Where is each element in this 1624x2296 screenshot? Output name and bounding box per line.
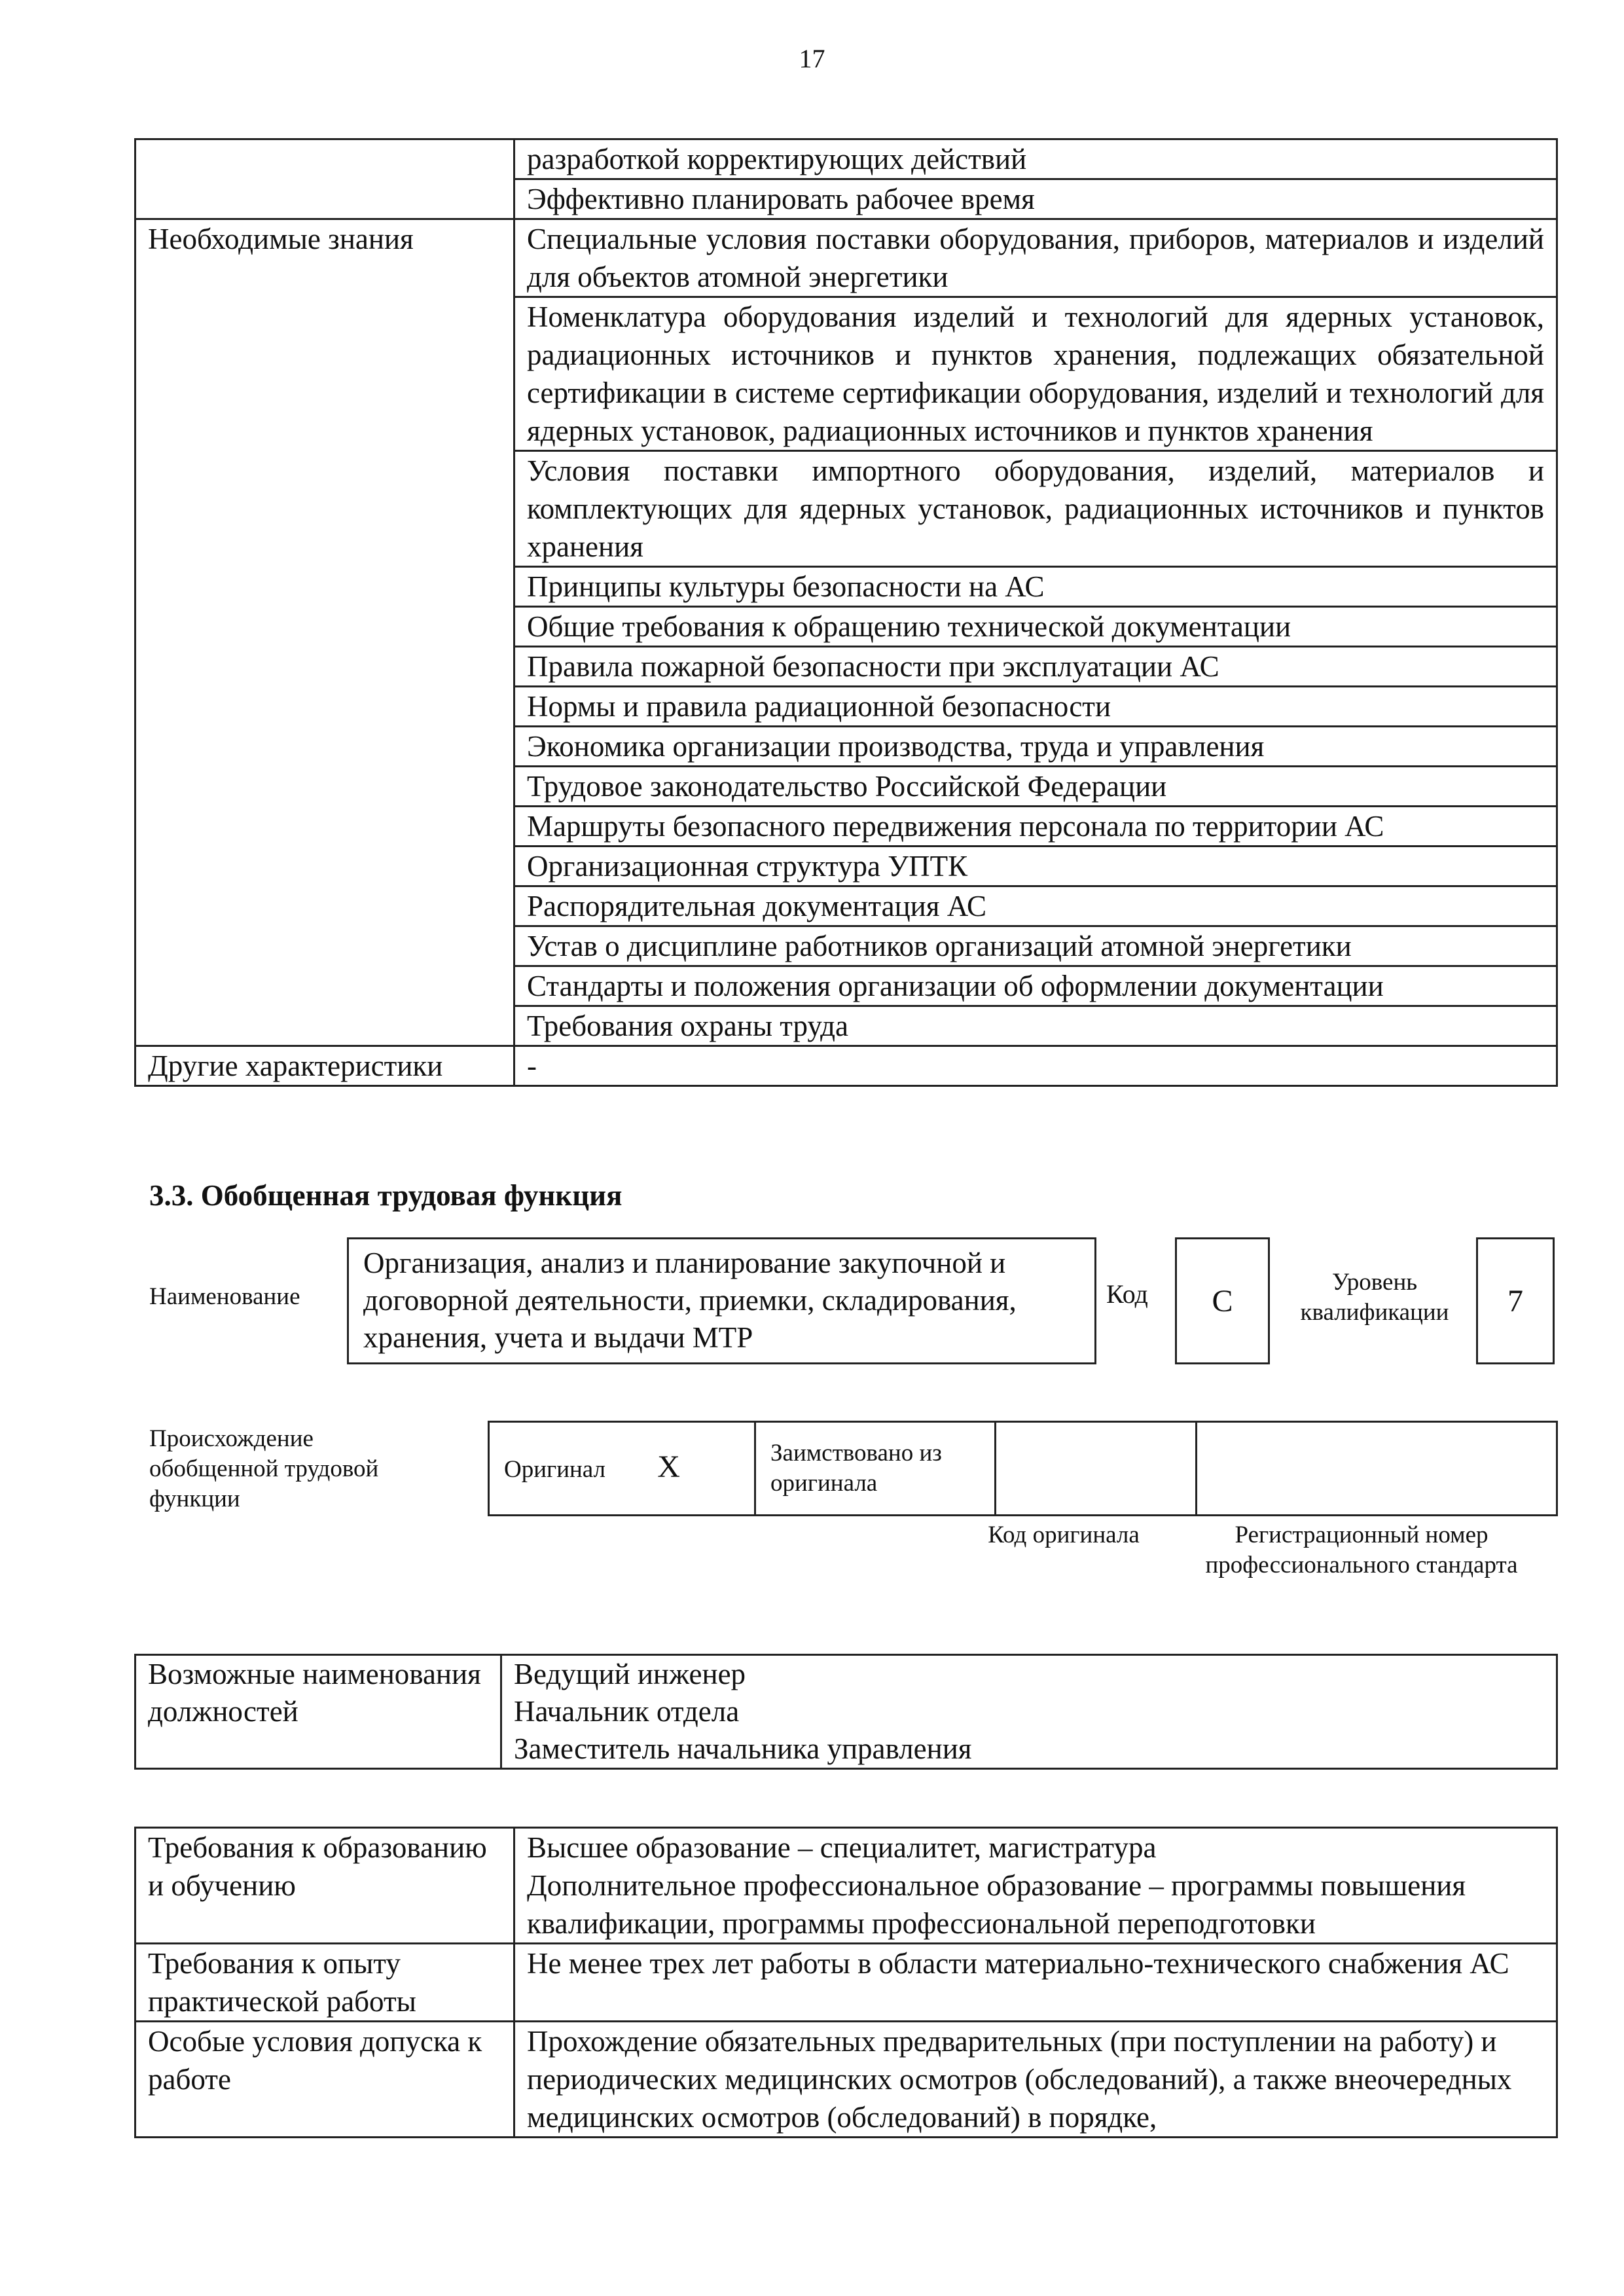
knowledge-label: Необходимые знания — [135, 219, 514, 1046]
list-item: Заместитель начальника управления — [514, 1732, 972, 1765]
table-cell: Правила пожарной безопасности при эксплуатации АС — [514, 647, 1557, 687]
table-cell: Нормы и правила радиационной безопасности — [514, 687, 1557, 727]
positions-list — [501, 1655, 1557, 1769]
other-characteristics-label: Другие характеристики — [135, 1046, 514, 1086]
table-cell: Стандарты и положения организации об оформлении документации — [514, 966, 1557, 1006]
origin-label: Происхождение обобщенной трудовой функции — [149, 1425, 379, 1512]
level-label: Уровень квалификации — [1300, 1269, 1449, 1326]
code-value — [1175, 1237, 1270, 1364]
table-cell: Номенклатура оборудования изделий и технологий для ядерных установок, радиационных источников и пунктов хранения, подлежащих обязательной сертификации в системе сертификации оборудования, изделий и технологий для ядерных установок, радиационных источников и пунктов хранения — [514, 297, 1557, 451]
origin-borrowed: Заимствовано из оригинала — [755, 1422, 996, 1516]
page-number: 17 — [799, 44, 825, 73]
table-cell: Экономика организации производства, труда и управления — [514, 727, 1557, 767]
code-original-caption: Код оригинала — [988, 1522, 1140, 1548]
table-cell: Организационная структура УПТК — [514, 847, 1557, 886]
level-value-text: 7 — [1507, 1283, 1523, 1319]
name-value: Организация, анализ и планирование закупочной и договорной деятельности, приемки, складирования, хранения, учета и выдачи МТР — [347, 1237, 1096, 1364]
knowledge-table — [134, 138, 1558, 1087]
table-cell: Эффективно планировать рабочее время — [514, 179, 1557, 219]
positions-table — [134, 1654, 1558, 1770]
table-row — [135, 1828, 1557, 1944]
table-row — [135, 1046, 1557, 1086]
table-row — [135, 1655, 1557, 1769]
table-row — [135, 2022, 1557, 2138]
table-row — [135, 139, 1557, 179]
origin-original-text: Оригинал — [504, 1456, 606, 1483]
origin-table — [488, 1421, 1558, 1516]
experience-label: Требования к опыту практической работы — [135, 1944, 514, 2022]
education-value — [514, 1828, 1557, 1944]
admission-value — [514, 2022, 1557, 2138]
education-label: Требования к образованию и обучению — [135, 1828, 514, 1944]
list-item: Прохождение обязательных предварительных (при поступлении на работу) и периодических медицинских осмотров (обследований), а также внеочередных медицинских осмотров (обследований) в порядке, — [527, 2025, 1512, 2134]
requirements-table — [134, 1827, 1558, 2138]
name-label: Наименование — [149, 1283, 300, 1310]
table-cell: Условия поставки импортного оборудования, изделий, материалов и комплектующих для ядерных установок, радиационных источников и пунктов хранения — [514, 451, 1557, 567]
list-item: Ведущий инженер — [514, 1658, 746, 1690]
table-cell: Трудовое законодательство Российской Федерации — [514, 767, 1557, 807]
reg-number-cell — [1197, 1422, 1557, 1516]
continued-label-cell — [135, 139, 514, 219]
other-characteristics-value: - — [514, 1046, 1557, 1086]
level-value — [1476, 1237, 1555, 1364]
code-value-text: C — [1212, 1283, 1233, 1319]
origin-original — [489, 1422, 755, 1516]
table-cell: Устав о дисциплине работников организаций атомной энергетики — [514, 926, 1557, 966]
positions-label: Возможные наименования должностей — [135, 1655, 501, 1769]
admission-label: Особые условия допуска к работе — [135, 2022, 514, 2138]
table-cell: Принципы культуры безопасности на АС — [514, 567, 1557, 607]
table-cell: Общие требования к обращению технической документации — [514, 607, 1557, 647]
list-item: Начальник отдела — [514, 1695, 740, 1728]
list-item: Дополнительное профессиональное образование – программы повышения квалификации, программы профессиональной переподготовки — [527, 1869, 1466, 1940]
table-cell: Маршруты безопасного передвижения персонала по территории АС — [514, 807, 1557, 847]
code-label: Код — [1106, 1279, 1148, 1309]
section-title: 3.3. Обобщенная трудовая функция — [149, 1179, 623, 1212]
table-cell: Распорядительная документация АС — [514, 886, 1557, 926]
table-cell: Специальные условия поставки оборудования, приборов, материалов и изделий для объектов атомной энергетики — [514, 219, 1557, 297]
table-cell: Требования охраны труда — [514, 1006, 1557, 1046]
list-item: Высшее образование – специалитет, магистратура — [527, 1831, 1157, 1864]
table-row — [489, 1422, 1557, 1516]
origin-mark: X — [657, 1449, 680, 1484]
reg-number-caption: Регистрационный номер профессионального стандарта — [1205, 1522, 1518, 1578]
code-original-cell — [996, 1422, 1197, 1516]
table-cell: разработкой корректирующих действий — [514, 139, 1557, 179]
table-row — [135, 1944, 1557, 2022]
experience-value — [514, 1944, 1557, 2022]
table-row — [135, 219, 1557, 297]
list-item: Не менее трех лет работы в области материально-технического снабжения АС — [527, 1947, 1509, 1980]
